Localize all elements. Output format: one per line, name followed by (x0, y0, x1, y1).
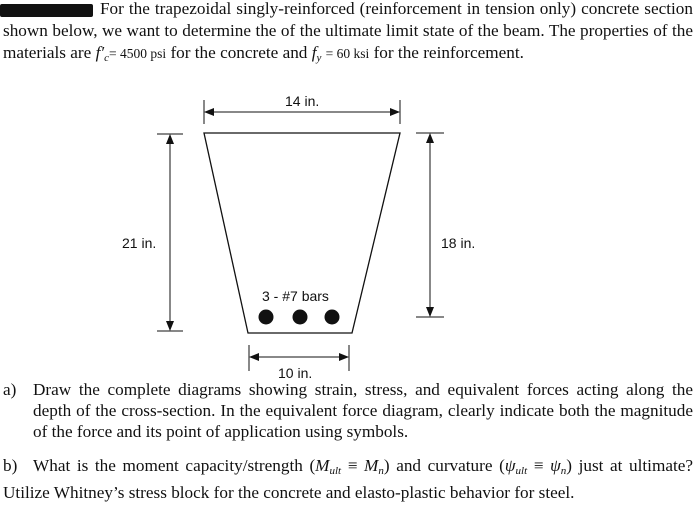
question-a-label: a) (3, 380, 17, 399)
equiv-sign-2: ≡ (527, 456, 551, 475)
rebar-2 (293, 310, 308, 325)
rebar-1 (259, 310, 274, 325)
bottom-width-label: 10 in. (278, 365, 313, 381)
equiv-sign-1: ≡ (341, 456, 365, 475)
intro-text: For the trapezoidal singly-reinforced (reinforcement in tension only) concrete section shown below, we want to determine the of the ultimate limit state of the beam. The properties of the materials are (3, 0, 693, 62)
psi-ult-symbol: $\psi_{ult}$ (504, 456, 528, 477)
question-b-text (3, 455, 693, 503)
m-ult-symbol: $M_{ult}$ (315, 456, 342, 477)
psi-n-symbol: $\psi_n$ (550, 456, 567, 477)
left-height-label: 21 in. (122, 235, 157, 251)
mid-text: for the concrete and (166, 43, 312, 62)
question-b (3, 455, 693, 503)
question-b-text-1: What is the moment capacity/strength ( (33, 456, 316, 475)
fc-symbol: $f'_c$ (95, 43, 110, 64)
top-width-label: 14 in. (285, 93, 320, 109)
m-n-symbol: $M_n$ (364, 456, 384, 477)
question-a-text: Draw the complete diagrams showing strain, stress, and equivalent forces acting along the depth of the cross-section. In the equivalent force diagram, clearly indicate both the magnitude of the force and its point of application using symbols. (33, 380, 693, 441)
question-b-label: b) (3, 456, 18, 475)
right-height-label: 18 in. (441, 235, 476, 251)
fc-value: = 4500 psi (109, 46, 167, 61)
question-a (3, 379, 693, 442)
question-b-text-3: ) just at ultimate? Utilize Whitney’s stress block for the concrete and elasto-plastic behavior for steel. (3, 456, 693, 502)
fy-value: = 60 ksi (325, 46, 370, 61)
rebar-3 (325, 310, 340, 325)
question-b-text-2: ) and curvature ( (383, 456, 505, 475)
bars-label: 3 - #7 bars (262, 288, 329, 304)
fy-symbol: $f_y$ (311, 43, 322, 64)
end-text: for the reinforcement. (369, 43, 524, 62)
